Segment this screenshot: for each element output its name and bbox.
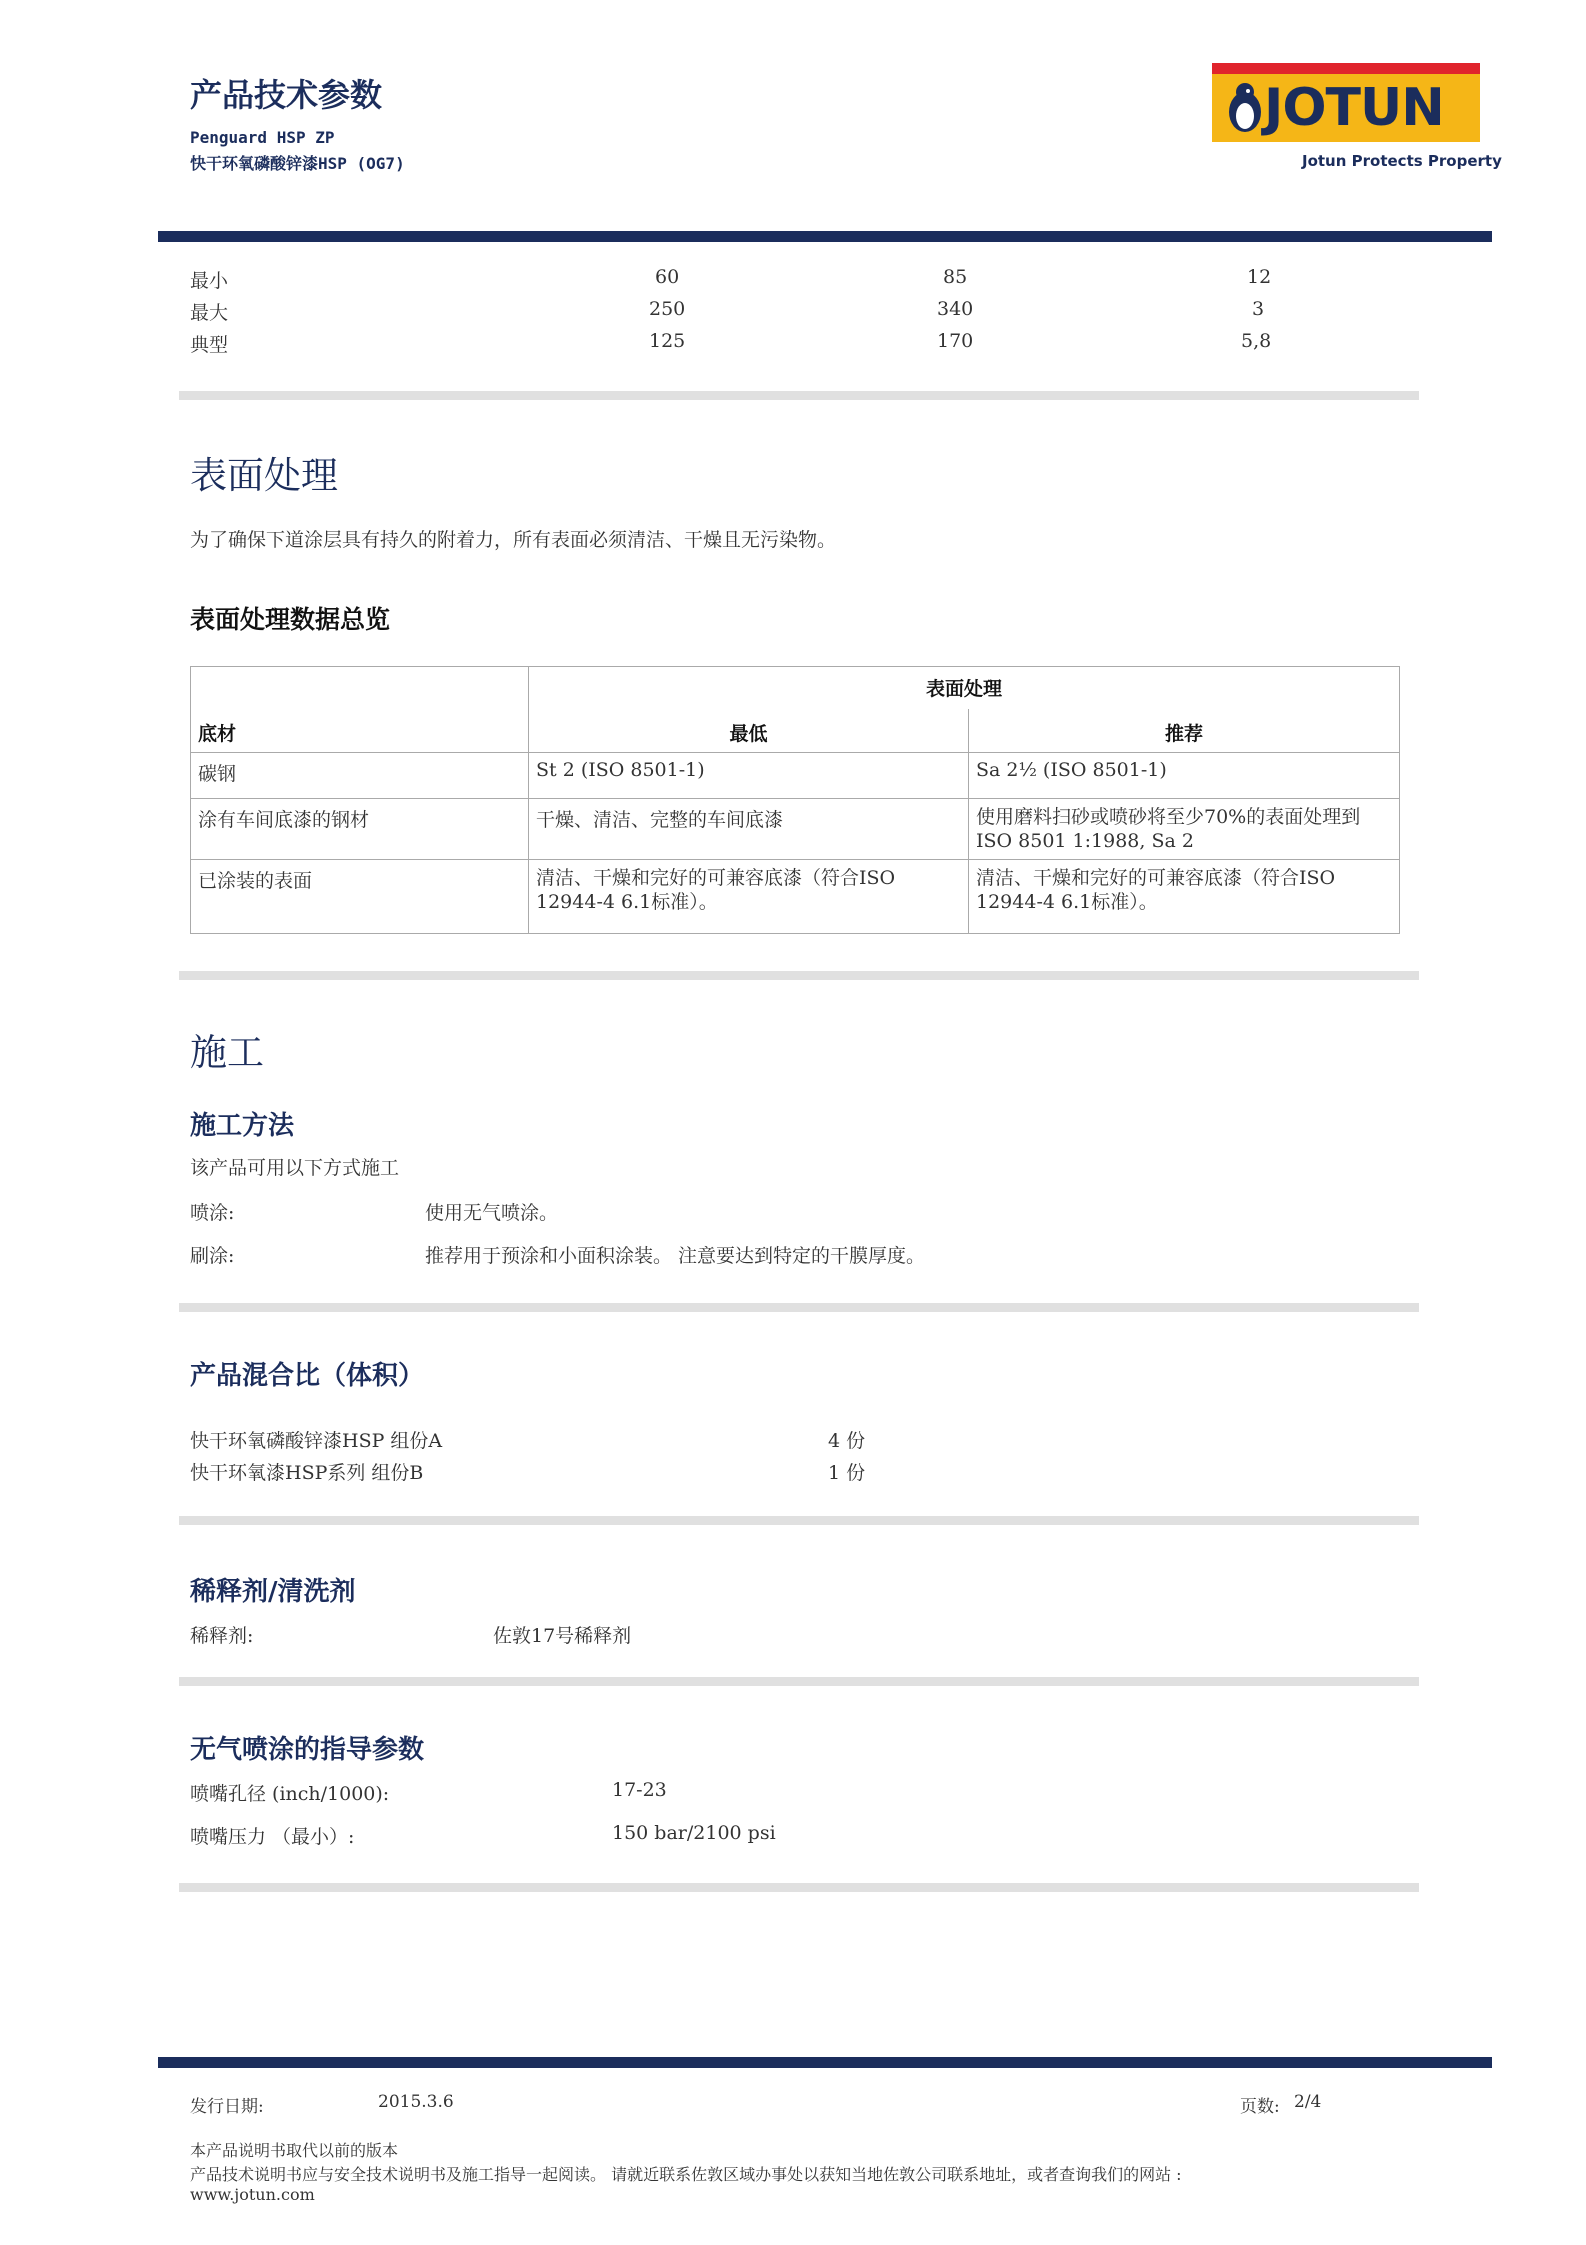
table-cell: 干燥、清洁、完整的车间底漆 [529, 799, 969, 860]
section-divider [179, 1883, 1419, 1892]
section-divider [179, 971, 1419, 980]
table-row-label: 典型 [190, 334, 229, 356]
methods-title: 施工方法 [190, 1111, 295, 1141]
table-row-label: 最大 [190, 302, 229, 324]
table-cell: 5,8 [1241, 330, 1272, 352]
method-label-spray: 喷涂: [190, 1202, 235, 1224]
product-name-cn: 快干环氧磷酸锌漆HSP (OG7) [190, 154, 405, 173]
section-title-application: 施工 [190, 1031, 264, 1074]
table-row-label: 最小 [190, 270, 229, 292]
column-group-header: 表面处理 [529, 667, 1400, 709]
issue-date-value: 2015.3.6 [378, 2092, 454, 2112]
surface-intro: 为了确保下道涂层具有持久的附着力，所有表面必须清洁、干燥且无污染物。 [190, 529, 837, 551]
table-row [191, 860, 1400, 934]
section-divider [179, 1677, 1419, 1686]
surface-prep-table [190, 666, 1400, 934]
table-row [191, 753, 1400, 799]
table-cell: 使用磨料扫砂或喷砂将至少70%的表面处理到 ISO 8501 1:1988, Sa 2 [969, 799, 1400, 860]
table-cell: 85 [943, 266, 968, 288]
column-header-substrate: 底材 [191, 667, 529, 753]
airless-value-pressure: 150 bar/2100 psi [612, 1822, 776, 1844]
surface-summary-title: 表面处理数据总览 [190, 605, 391, 634]
column-header-min: 最低 [529, 709, 969, 753]
airless-label-tip: 喷嘴孔径 (inch/1000): [190, 1783, 390, 1805]
mixing-title: 产品混合比（体积） [190, 1361, 425, 1391]
footer-note: 本产品说明书取代以前的版本 [190, 2141, 399, 2160]
section-divider [179, 1516, 1419, 1525]
airless-value-tip: 17-23 [612, 1779, 667, 1801]
methods-intro: 该产品可用以下方式施工 [190, 1157, 400, 1179]
thinner-label: 稀释剂: [190, 1625, 254, 1647]
table-row [191, 799, 1400, 860]
penguin-logo-icon [1224, 80, 1266, 136]
table-cell: 12 [1247, 266, 1272, 288]
table-cell: 涂有车间底漆的钢材 [191, 799, 529, 860]
mix-parts: 4 份 [828, 1430, 866, 1452]
table-cell: 碳钢 [191, 753, 529, 799]
table-cell: 已涂装的表面 [191, 860, 529, 934]
thinner-value: 佐敦17号稀释剂 [493, 1625, 632, 1647]
header-rule [158, 231, 1492, 242]
thinner-title: 稀释剂/清洗剂 [190, 1577, 356, 1607]
table-cell: 清洁、干燥和完好的可兼容底漆（符合ISO 12944-4 6.1标准）。 [529, 860, 969, 934]
footer-rule [158, 2057, 1492, 2068]
mix-parts: 1 份 [828, 1462, 866, 1484]
airless-title: 无气喷涂的指导参数 [190, 1735, 425, 1765]
table-cell: 170 [937, 330, 974, 352]
airless-label-pressure: 喷嘴压力 （最小）: [190, 1826, 355, 1848]
section-title-surface: 表面处理 [190, 454, 338, 497]
table-cell: 3 [1252, 298, 1265, 320]
page-number-label: 页数: [1240, 2097, 1280, 2117]
table-cell: St 2 (ISO 8501-1) [529, 753, 969, 799]
section-divider [179, 1303, 1419, 1312]
table-cell: 60 [655, 266, 680, 288]
product-name: Penguard HSP ZP [190, 128, 335, 147]
table-cell: 清洁、干燥和完好的可兼容底漆（符合ISO 12944-4 6.1标准）。 [969, 860, 1400, 934]
table-header-row [191, 667, 1400, 709]
method-value-spray: 使用无气喷涂。 [425, 1202, 559, 1224]
logo-tagline: Jotun Protects Property [1302, 152, 1502, 170]
table-cell: 340 [937, 298, 974, 320]
document-title: 产品技术参数 [190, 76, 383, 114]
section-divider [179, 391, 1419, 400]
table-cell: Sa 2½ (ISO 8501-1) [969, 753, 1400, 799]
mix-component: 快干环氧漆HSP系列 组份B [190, 1462, 424, 1484]
column-header-rec: 推荐 [969, 709, 1400, 753]
method-label-brush: 刷涂: [190, 1245, 235, 1267]
website-link[interactable]: www.jotun.com [190, 2185, 315, 2204]
footer-note: 产品技术说明书应与安全技术说明书及施工指导一起阅读。 请就近联系佐敦区域办事处以获知当地佐敦公司联系地址，或者查询我们的网站 : [190, 2165, 1182, 2184]
issue-date-label: 发行日期: [190, 2097, 264, 2117]
method-value-brush: 推荐用于预涂和小面积涂装。 注意要达到特定的干膜厚度。 [425, 1245, 926, 1267]
logo-red-band [1212, 63, 1480, 74]
logo-wordmark: JOTUN [1264, 78, 1444, 138]
table-cell: 125 [649, 330, 686, 352]
table-cell: 250 [649, 298, 686, 320]
page-number-value: 2/4 [1294, 2092, 1322, 2112]
mix-component: 快干环氧磷酸锌漆HSP 组份A [190, 1430, 443, 1452]
